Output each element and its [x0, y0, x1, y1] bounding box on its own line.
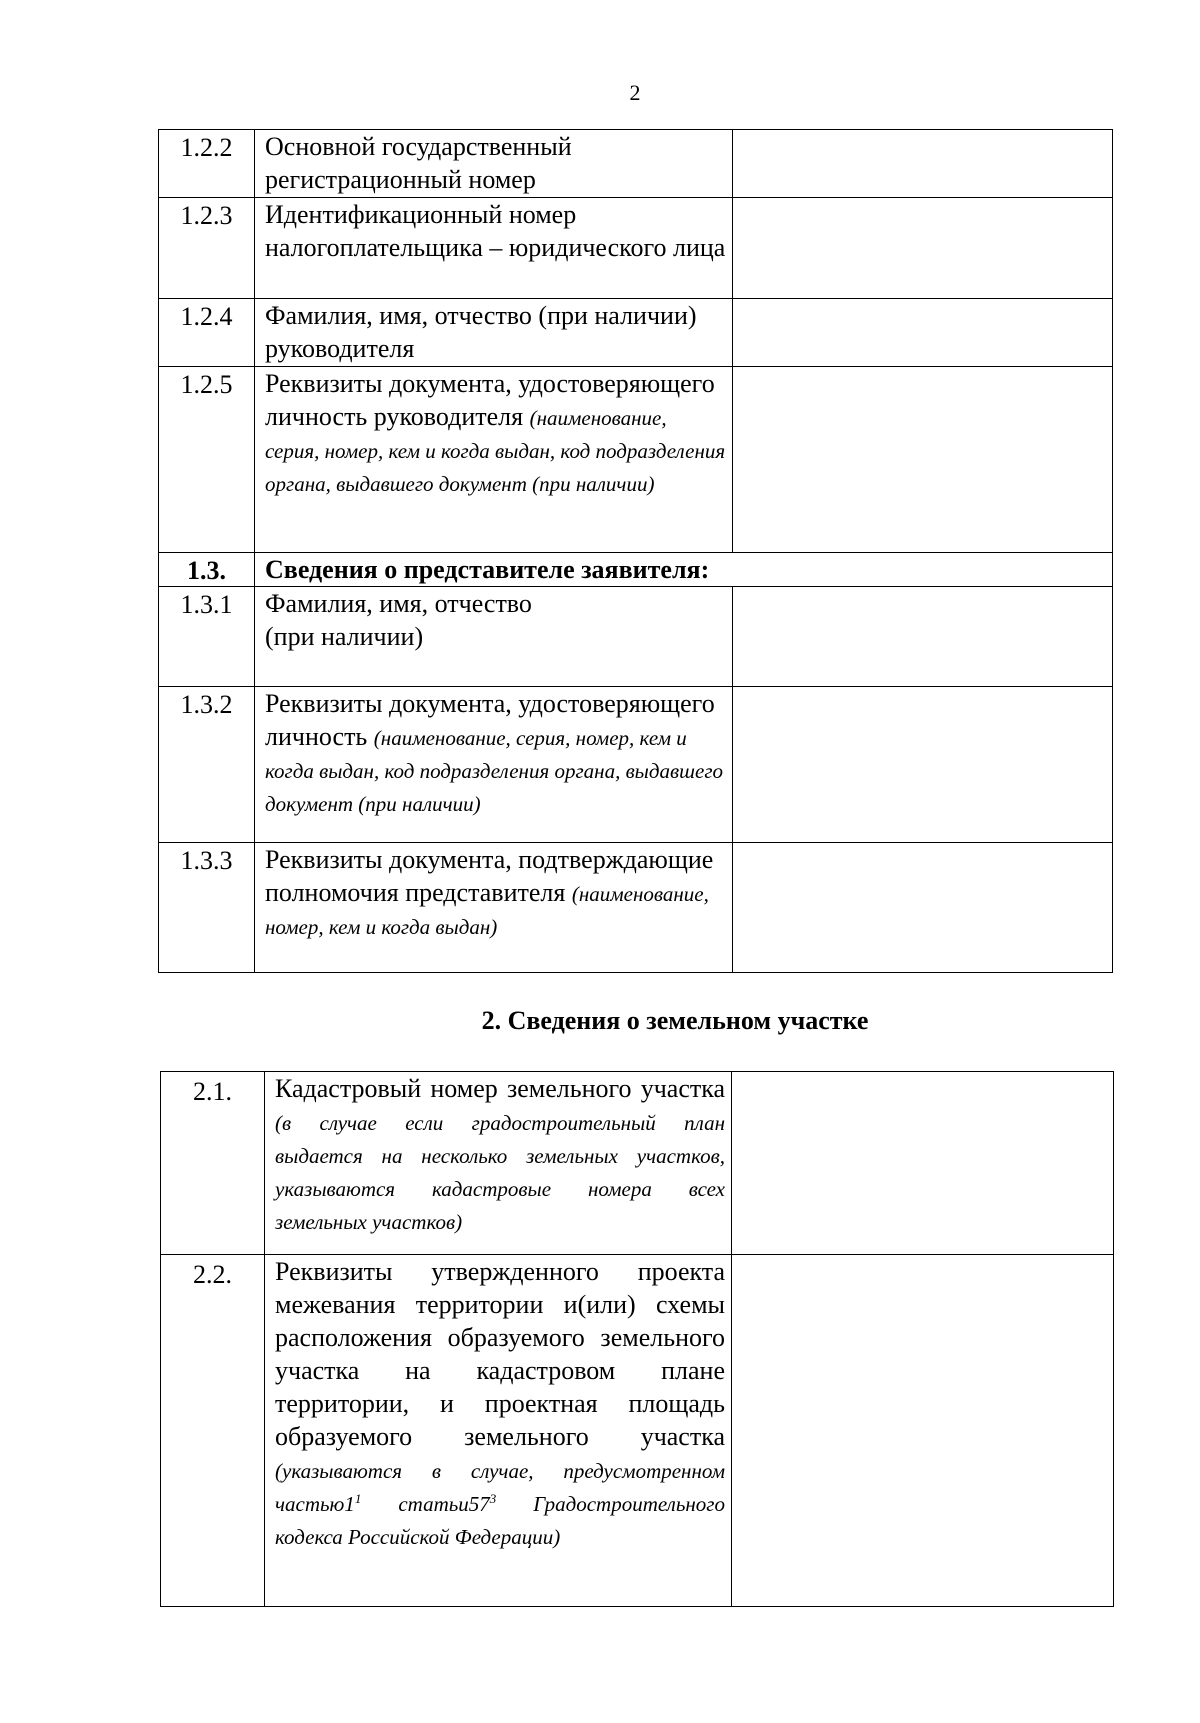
row-number: 2.2.: [161, 1255, 265, 1607]
row-number: 1.3.1: [159, 587, 255, 687]
row-number: 1.2.5: [159, 367, 255, 553]
row-note: (в случае если градостроительный план выдается на несколько земельных участков, указываются кадастровые номера всех земельных участков): [275, 1111, 725, 1234]
table-row: [159, 843, 1113, 973]
row-number: 2.1.: [161, 1072, 265, 1255]
value-cell[interactable]: [733, 299, 1113, 367]
row-number: 1.2.3: [159, 198, 255, 299]
table-row: [159, 687, 1113, 843]
section-row: [159, 553, 1113, 587]
table-row: [159, 587, 1113, 687]
value-cell[interactable]: [732, 1072, 1114, 1255]
table-row: [159, 130, 1113, 198]
row-label: Реквизиты документа, удостоверяющего личность (наименование, серия, номер, кем и когда выдан, код подразделения органа, выдавшего документ (при наличии): [255, 687, 733, 843]
value-cell[interactable]: [733, 130, 1113, 198]
row-note: (наименование, серия, номер, кем и когда выдан, код подразделения органа, выдавшего документ (при наличии): [265, 726, 724, 816]
row-number: 1.2.2: [159, 130, 255, 198]
row-label: Реквизиты утвержденного проекта межевания территории и(или) схемы расположения образуемого земельного участка на кадастровом плане территории, и проектная площадь образуемого земельного участка (указываются в случае, предусмотренном $частью1^1$ $статьи57^3$ Градостроительного кодекса Российской Федерации): [265, 1255, 732, 1607]
row-label: Идентификационный номер налогоплательщика – юридического лица: [255, 198, 733, 299]
row-label: Основной государственный регистрационный номер: [255, 130, 733, 198]
table-row: [159, 299, 1113, 367]
value-cell[interactable]: [732, 1255, 1114, 1607]
section-heading: 2. Сведения о земельном участке: [481, 1006, 869, 1035]
row-number: 1.3.: [159, 553, 255, 587]
page-number: 2: [629, 80, 641, 105]
row-number: 1.3.2: [159, 687, 255, 843]
section-title: Сведения о представителе заявителя:: [255, 553, 1113, 587]
row-number: 1.3.3: [159, 843, 255, 973]
table-row: [161, 1072, 1114, 1255]
row-note: (указываются в случае, предусмотренном $частью1^1$ $статьи57^3$ Градостроительного кодекса Российской Федерации): [275, 1459, 726, 1549]
row-label: Реквизиты документа, подтверждающие полномочия представителя (наименование, номер, кем и когда выдан): [255, 843, 733, 973]
value-cell[interactable]: [733, 587, 1113, 687]
row-label: Фамилия, имя, отчество (при наличии): [255, 587, 733, 687]
table-row: [161, 1255, 1114, 1607]
land-plot-table: [160, 1071, 1114, 1607]
row-label: Реквизиты документа, удостоверяющего личность руководителя (наименование, серия, номер, кем и когда выдан, код подразделения органа, выдавшего документ (при наличии): [255, 367, 733, 553]
value-cell[interactable]: [733, 843, 1113, 973]
applicant-table: [158, 129, 1113, 973]
table-row: [159, 198, 1113, 299]
table-row: [159, 367, 1113, 553]
row-note: (наименование, серия, номер, кем и когда выдан, код подразделения органа, выдавшего документ (при наличии): [265, 406, 726, 496]
row-label: Фамилия, имя, отчество (при наличии) руководителя: [255, 299, 733, 367]
value-cell[interactable]: [733, 367, 1113, 553]
row-number: 1.2.4: [159, 299, 255, 367]
row-label: Кадастровый номер земельного участка (в случае если градостроительный план выдается на несколько земельных участков, указываются кадастровые номера всех земельных участков): [265, 1072, 732, 1255]
row-note: (наименование, номер, кем и когда выдан): [265, 882, 709, 939]
value-cell[interactable]: [733, 687, 1113, 843]
value-cell[interactable]: [733, 198, 1113, 299]
